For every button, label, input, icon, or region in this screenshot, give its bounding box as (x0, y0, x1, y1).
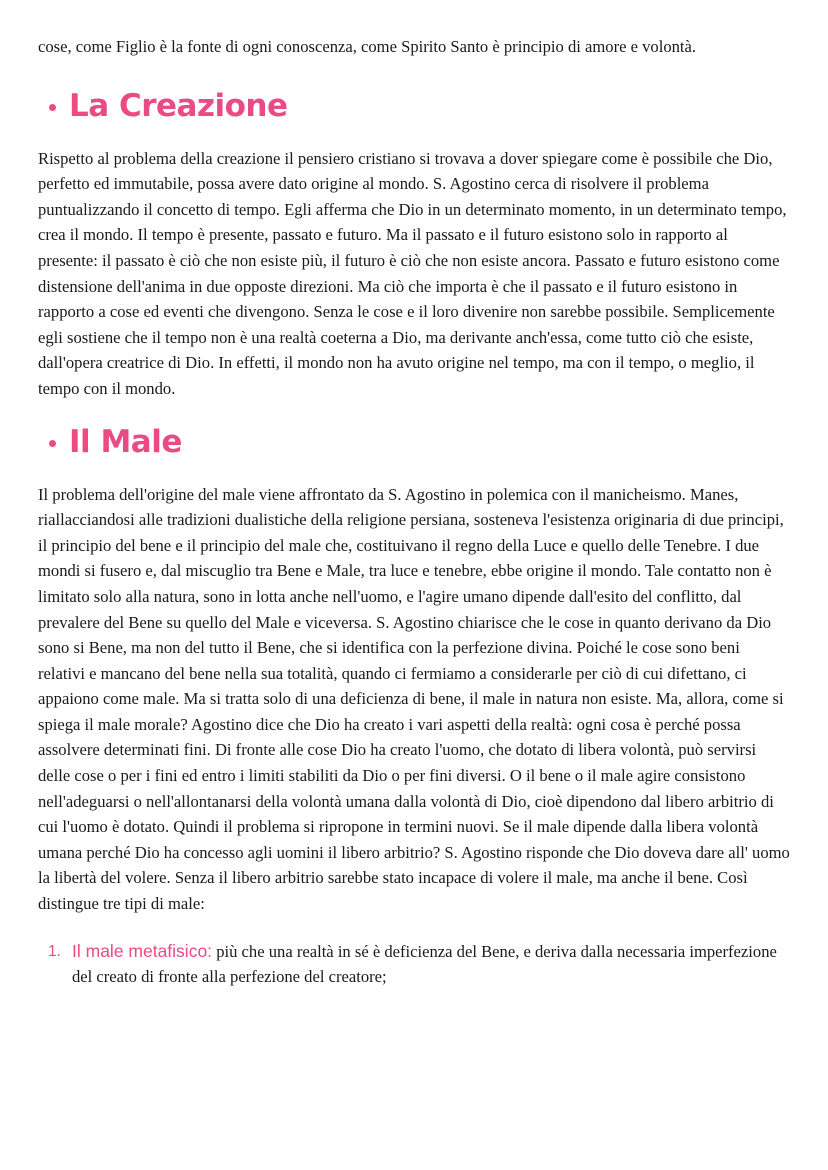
male-types-list (38, 939, 790, 990)
list-item-text: più che una realtà in sé è deficienza del Bene, e deriva dalla necessaria imperfezione del creato di fronte alla perfezione del creatore; (72, 941, 777, 987)
list-item (38, 939, 790, 990)
male-paragraph: Il problema dell'origine del male viene affrontato da S. Agostino in polemica con il manicheismo. Manes, riallacciandosi alle tradizioni dualistiche della religione persiana, sosteneva l'esistenza originaria di due principi, il principio del bene e il principio del male che, costituivano il regno della Luce e quello delle Tenebre. I due mondi si fusero e, dal miscuglio tra Bene e Male, tra luce e tenebre, ebbe origine il mondo. Tale contatto non è limitato solo alla natura, sono in lotta anche nell'uomo, e l'agire umano dipende dall'esito del conflitto, dal prevalere del Bene su quello del Male e viceversa. S. Agostino chiarisce che le cose in quanto derivano da Dio sono si Bene, ma non del tutto il Bene, che si identifica con la perfezione divina. Poiché le cose sono beni relativi e mancano del bene nella sua totalità, quando ci fermiamo a considerarle per ciò di cui difettano, ci appaiono come male. Ma si tratta solo di una deficienza di bene, il male in natura non esiste. Ma, allora, come si spiega il male morale? Agostino dice che Dio ha creato i vari aspetti della realtà: ogni cosa è perché possa assolvere determinati fini. Di fronte alle cose Dio ha creato l'uomo, che dotato di libera volontà, può servirsi delle cose o per i fini ed entro i limiti stabiliti da Dio o per fini diversi. O il bene o il male agire consistono nell'adeguarsi o nell'allontanarsi della volontà umana dalla volontà di Dio, cioè dipendono dal libero arbitrio di cui l'uomo è dotato. Quindi il problema si ripropone in termini nuovi. Se il male dipende dalla libera volontà umana perché Dio ha concesso agli uomini il libero arbitrio? S. Agostino risponde che Dio doveva dare all' uomo la libertà del volere. Senza il libero arbitrio sarebbe stato incapace di volere il male, ma anche il bene. Così distingue tre tipi di male: (38, 484, 790, 914)
section-heading-text: La Creazione (69, 87, 288, 124)
section-heading-text: Il Male (69, 423, 182, 460)
creazione-paragraph: Rispetto al problema della creazione il pensiero cristiano si trovava a dover spiegare come è possibile che Dio, perfetto ed immutabile, possa avere dato origine al mondo. S. Agostino cerca di risolvere il problema puntualizzando il concetto di tempo. Egli afferma che Dio in un determinato momento, in un determinato tempo, crea il mondo. Il tempo è presente, passato e futuro. Ma il passato e il futuro esistono solo in rapporto al presente: il passato è ciò che non esiste più, il futuro è ciò che non esiste ancora. Passato e futuro esistono come distensione dell'anima in due opposte direzioni. Ma ciò che importa è che il passato e il futuro esistono in rapporto a cose ed eventi che divengono. Senza le cose e il loro divenire non sarebbe possibile. Semplicemente egli sostiene che il tempo non è una realtà coeterna a Dio, ma derivante anch'essa, come tutto ciò che esiste, dall'opera creatrice di Dio. In effetti, il mondo non ha avuto origine nel tempo, ma con il tempo, o meglio, il tempo con il mondo. (38, 148, 787, 398)
section-heading-creazione (38, 86, 790, 126)
heading-bullet-icon (49, 440, 56, 447)
list-item-number: 1. (48, 942, 61, 960)
section-heading-male (38, 422, 790, 462)
list-item-body (72, 939, 790, 990)
intro-paragraph: cose, come Figlio è la fonte di ogni conoscenza, come Spirito Santo è principio di amore e volontà. (38, 37, 697, 56)
list-item-term: Il male metafisico: (72, 940, 213, 961)
heading-bullet-icon (49, 104, 56, 111)
document-page (38, 34, 790, 990)
